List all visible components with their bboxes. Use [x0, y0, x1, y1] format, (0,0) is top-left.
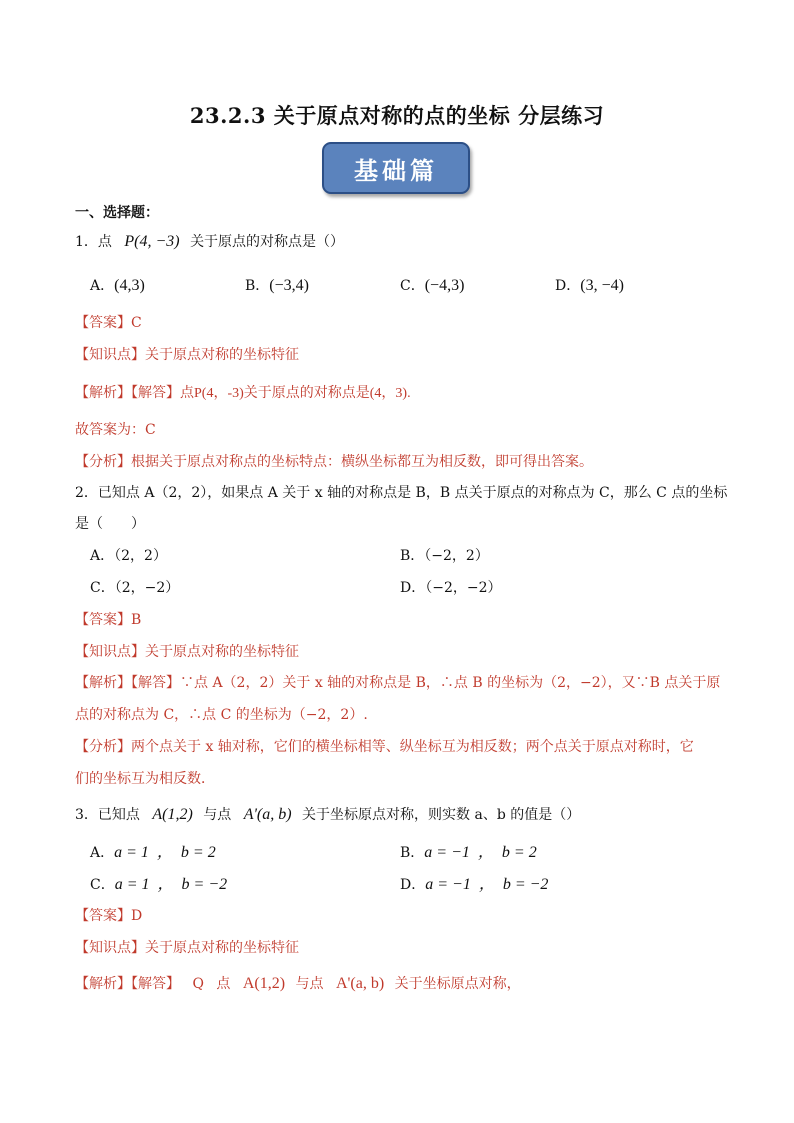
q1-number: 1．点: [75, 234, 112, 250]
q1-option-c: C．(−4,3): [400, 277, 465, 294]
q2-fenxi-line1: 【分析】两个点关于 x 轴对称，它们的横坐标相等、纵坐标互为相反数；两个点关于原点对称时，它: [75, 739, 694, 755]
q1-knowledge: 【知识点】关于原点对称的坐标特征: [75, 347, 299, 363]
q3-option-c: C．a = 1 ， b = −2: [90, 876, 228, 893]
q2-answer: 【答案】B: [75, 612, 142, 628]
q2-knowledge: 【知识点】关于原点对称的坐标特征: [75, 644, 299, 660]
q3-answer: 【答案】D: [75, 908, 143, 924]
page-title: 23.2.3 关于原点对称的点的坐标 分层练习: [189, 103, 605, 128]
question-2-line1: 2．已知点 A（2，2），如果点 A 关于 x 轴的对称点是 B，B 点关于原点的对称点为 C，那么 C 点的坐标: [75, 485, 728, 501]
question-3: 3．已知点 A(1,2) 与点 A'(a, b) 关于坐标原点对称，则实数 a、b 的值是（）: [75, 806, 581, 823]
q3-knowledge: 【知识点】关于原点对称的坐标特征: [75, 940, 299, 956]
q1-option-d: D．(3, −4): [555, 277, 624, 294]
q3-option-a: A．a = 1 ， b = 2: [90, 844, 216, 861]
section-heading: 一、选择题：: [75, 205, 159, 221]
q1-option-b: B．(−3,4): [245, 277, 309, 294]
q2-option-c: C．（2，−2）: [90, 580, 180, 596]
q2-solution-line1: 【解析】【解答】∵点 A（2，2）关于 x 轴的对称点是 B，∴点 B 的坐标为（2，−2），又∵B 点关于原: [75, 675, 721, 691]
q2-option-b: B．（−2，2）: [400, 548, 489, 564]
q2-fenxi-line2: 们的坐标互为相反数．: [75, 771, 215, 787]
q1-fenxi: 【分析】根据关于原点对称点的坐标特点：横纵坐标都互为相反数，即可得出答案。: [75, 454, 593, 470]
question-2-line2: 是（ ）: [75, 516, 145, 532]
q3-option-b: B．a = −1 ， b = 2: [400, 844, 537, 861]
q1-solution: 【解析】【解答】点P(4，-3)关于原点的对称点是(4，3).: [75, 385, 411, 401]
q1-stem: 关于原点的对称点是（）: [190, 234, 345, 250]
q1-answer: 【答案】C: [75, 315, 142, 331]
q1-final: 故答案为：C: [75, 422, 156, 438]
q3-option-d: D．a = −1 ， b = −2: [400, 876, 549, 893]
level-badge: 基础篇: [322, 142, 470, 194]
q3-solution: 【解析】【解答】 Q 点 A(1,2) 与点 A'(a, b) 关于坐标原点对称，: [75, 975, 521, 992]
q2-option-d: D．（−2，−2）: [400, 580, 502, 596]
q1-option-a: A．(4,3): [90, 277, 145, 294]
since-symbol: Q: [192, 976, 204, 992]
question-1: [75, 232, 344, 252]
q2-solution-line2: 点的对称点为 C，∴点 C 的坐标为（−2，2）.: [75, 707, 368, 723]
q1-point: P(4, −3): [124, 233, 180, 250]
q2-option-a: A．（2，2）: [90, 548, 167, 564]
